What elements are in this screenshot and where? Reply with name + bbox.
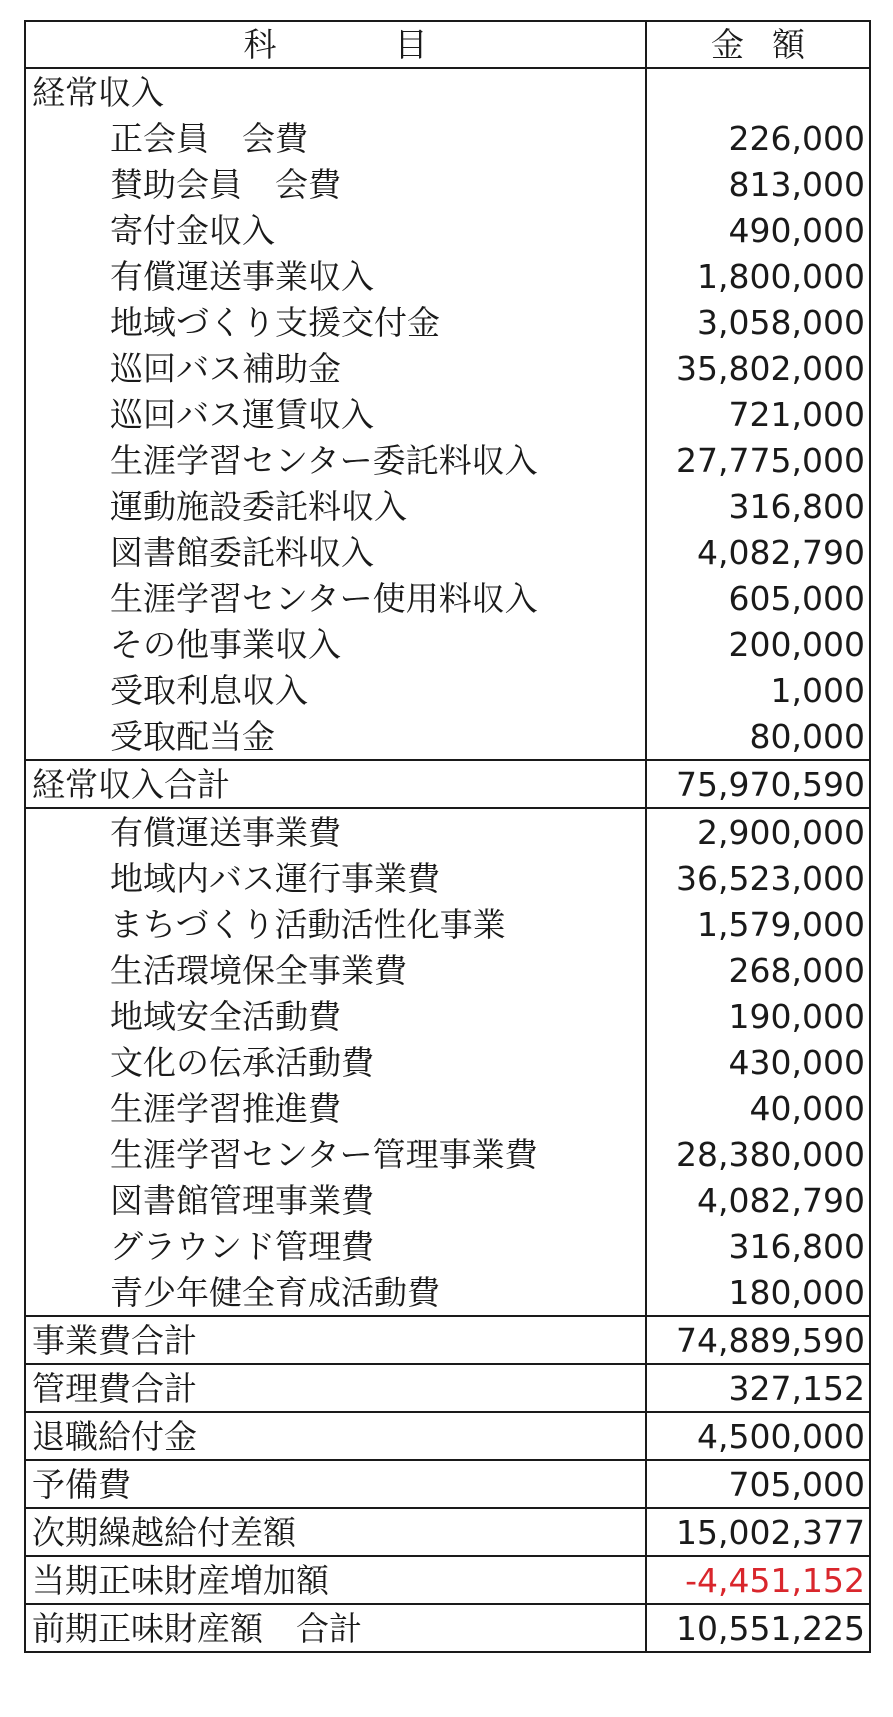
row-amount: 35,802,000 <box>646 345 870 391</box>
table-row <box>25 437 870 483</box>
table-row <box>25 1177 870 1223</box>
row-label: 正会員 会費 <box>25 115 646 161</box>
table-row <box>25 713 870 760</box>
row-label: グラウンド管理費 <box>25 1223 646 1269</box>
table-row <box>25 947 870 993</box>
table-row <box>25 391 870 437</box>
table-row <box>25 299 870 345</box>
row-amount: 74,889,590 <box>646 1316 870 1364</box>
row-label: 巡回バス運賃収入 <box>25 391 646 437</box>
row-amount: 2,900,000 <box>646 808 870 855</box>
row-label: 生活環境保全事業費 <box>25 947 646 993</box>
row-label: 退職給付金 <box>25 1412 646 1460</box>
row-label: 生涯学習センター管理事業費 <box>25 1131 646 1177</box>
total-row <box>25 1364 870 1412</box>
table-row <box>25 621 870 667</box>
row-label: 生涯学習推進費 <box>25 1085 646 1131</box>
row-label: 受取配当金 <box>25 713 646 760</box>
row-amount: 813,000 <box>646 161 870 207</box>
row-amount: 40,000 <box>646 1085 870 1131</box>
row-label: 文化の伝承活動費 <box>25 1039 646 1085</box>
total-row <box>25 1460 870 1508</box>
row-amount: 1,800,000 <box>646 253 870 299</box>
row-label: 事業費合計 <box>25 1316 646 1364</box>
row-amount: 180,000 <box>646 1269 870 1316</box>
row-amount: 490,000 <box>646 207 870 253</box>
total-row <box>25 1508 870 1556</box>
row-amount: -4,451,152 <box>646 1556 870 1604</box>
section-row <box>25 68 870 115</box>
row-label: 地域内バス運行事業費 <box>25 855 646 901</box>
table-row <box>25 1039 870 1085</box>
row-amount: 705,000 <box>646 1460 870 1508</box>
table-row <box>25 161 870 207</box>
table-body <box>25 68 870 1652</box>
header-row <box>25 21 870 68</box>
row-amount: 75,970,590 <box>646 760 870 808</box>
row-amount: 28,380,000 <box>646 1131 870 1177</box>
row-label: 青少年健全育成活動費 <box>25 1269 646 1316</box>
row-label: 受取利息収入 <box>25 667 646 713</box>
amount-header: 金額 <box>646 21 870 68</box>
row-label: 地域づくり支援交付金 <box>25 299 646 345</box>
row-amount: 316,800 <box>646 483 870 529</box>
total-row <box>25 1412 870 1460</box>
row-amount: 268,000 <box>646 947 870 993</box>
row-label: 管理費合計 <box>25 1364 646 1412</box>
row-label: 図書館管理事業費 <box>25 1177 646 1223</box>
row-label: 生涯学習センター使用料収入 <box>25 575 646 621</box>
row-label: 地域安全活動費 <box>25 993 646 1039</box>
row-label: 前期正味財産額 合計 <box>25 1604 646 1652</box>
row-label: 当期正味財産増加額 <box>25 1556 646 1604</box>
row-amount: 15,002,377 <box>646 1508 870 1556</box>
row-label: 寄付金収入 <box>25 207 646 253</box>
row-label: 図書館委託料収入 <box>25 529 646 575</box>
total-row <box>25 1604 870 1652</box>
row-label: 巡回バス補助金 <box>25 345 646 391</box>
table-row <box>25 1223 870 1269</box>
row-label: 経常収入合計 <box>25 760 646 808</box>
table-row <box>25 483 870 529</box>
table-row <box>25 1269 870 1316</box>
row-amount: 3,058,000 <box>646 299 870 345</box>
table-row <box>25 529 870 575</box>
row-amount: 200,000 <box>646 621 870 667</box>
row-amount: 36,523,000 <box>646 855 870 901</box>
table-row <box>25 901 870 947</box>
row-amount: 27,775,000 <box>646 437 870 483</box>
row-amount: 327,152 <box>646 1364 870 1412</box>
table-row <box>25 993 870 1039</box>
table-row <box>25 1131 870 1177</box>
row-label: 経常収入 <box>25 68 646 115</box>
budget-table <box>24 20 871 1653</box>
table-row <box>25 345 870 391</box>
row-amount: 605,000 <box>646 575 870 621</box>
total-row <box>25 760 870 808</box>
table-row <box>25 667 870 713</box>
subject-header: 科目 <box>25 21 646 68</box>
total-row <box>25 1556 870 1604</box>
row-amount: 226,000 <box>646 115 870 161</box>
row-label: 運動施設委託料収入 <box>25 483 646 529</box>
row-label: 賛助会員 会費 <box>25 161 646 207</box>
table-row <box>25 207 870 253</box>
row-label: 次期繰越給付差額 <box>25 1508 646 1556</box>
row-amount: 4,500,000 <box>646 1412 870 1460</box>
row-amount: 4,082,790 <box>646 529 870 575</box>
table-row <box>25 253 870 299</box>
table-row <box>25 115 870 161</box>
table-row <box>25 1085 870 1131</box>
row-amount: 1,579,000 <box>646 901 870 947</box>
table-row <box>25 808 870 855</box>
row-label: 有償運送事業収入 <box>25 253 646 299</box>
row-amount: 80,000 <box>646 713 870 760</box>
row-amount: 1,000 <box>646 667 870 713</box>
row-label: その他事業収入 <box>25 621 646 667</box>
row-amount: 721,000 <box>646 391 870 437</box>
table-row <box>25 855 870 901</box>
row-amount: 10,551,225 <box>646 1604 870 1652</box>
table-row <box>25 575 870 621</box>
row-label: 有償運送事業費 <box>25 808 646 855</box>
row-label: 生涯学習センター委託料収入 <box>25 437 646 483</box>
row-label: まちづくり活動活性化事業 <box>25 901 646 947</box>
row-amount: 430,000 <box>646 1039 870 1085</box>
row-amount <box>646 68 870 115</box>
row-amount: 316,800 <box>646 1223 870 1269</box>
total-row <box>25 1316 870 1364</box>
row-amount: 4,082,790 <box>646 1177 870 1223</box>
row-label: 予備費 <box>25 1460 646 1508</box>
row-amount: 190,000 <box>646 993 870 1039</box>
